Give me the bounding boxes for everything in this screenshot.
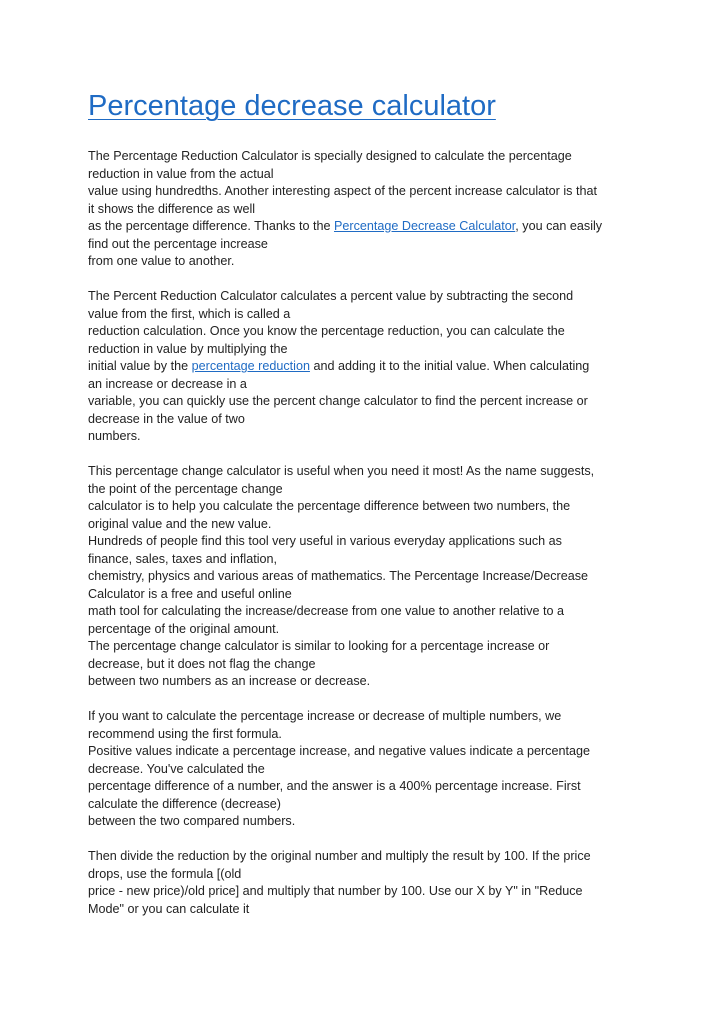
- text-line: Calculator is a free and useful online: [88, 586, 292, 601]
- text-line: from one value to another.: [88, 254, 235, 268]
- text-line: numbers.: [88, 429, 141, 443]
- text-line: between two numbers as an increase or decrease.: [88, 674, 371, 688]
- text-line: it shows the difference as well: [88, 201, 256, 216]
- page-title: Percentage decrease calculator: [88, 90, 496, 122]
- text-line: calculate the difference (decrease): [88, 796, 281, 811]
- text-fragment: as the percentage difference. Thanks to the: [88, 219, 334, 233]
- document-page: [88, 86, 648, 936]
- text-line: reduction calculation. Once you know the percentage reduction, you can calculate the: [88, 324, 565, 338]
- text-line: decrease. You've calculated the: [88, 761, 265, 776]
- text-line: drops, use the formula [(old: [88, 866, 242, 881]
- text-line: between the two compared numbers.: [88, 814, 296, 828]
- text-line: Hundreds of people find this tool very useful in various everyday applications such as: [88, 534, 562, 548]
- text-line: [88, 218, 648, 236]
- text-line: finance, sales, taxes and inflation,: [88, 551, 278, 566]
- text-line: Mode" or you can calculate it: [88, 901, 250, 916]
- text-line: reduction in value by multiplying the: [88, 341, 288, 356]
- paragraph-3: [88, 463, 648, 691]
- text-line: value from the first, which is called a: [88, 306, 291, 321]
- text-line: The percentage change calculator is similar to looking for a percentage increase or: [88, 639, 550, 653]
- text-line: Then divide the reduction by the original number and multiply the result by 100. If the price: [88, 849, 591, 863]
- paragraph-5: [88, 848, 648, 918]
- text-line: Positive values indicate a percentage increase, and negative values indicate a percentage: [88, 744, 590, 758]
- text-line: reduction in value from the actual: [88, 166, 274, 181]
- text-line: The Percent Reduction Calculator calculates a percent value by subtracting the second: [88, 289, 574, 303]
- text-line: value using hundredths. Another interesting aspect of the percent increase calculator is that: [88, 184, 597, 198]
- text-line: calculator is to help you calculate the percentage difference between two numbers, the: [88, 499, 571, 513]
- text-fragment: , you can easily: [515, 219, 603, 233]
- text-line: price - new price)/old price] and multiply that number by 100. Use our X by Y" in "Reduce: [88, 884, 583, 898]
- text-line: decrease in the value of two: [88, 411, 245, 426]
- text-line: original value and the new value.: [88, 516, 272, 531]
- paragraph-1: [88, 148, 648, 271]
- text-fragment: initial value by the: [88, 359, 192, 373]
- text-fragment: and adding it to the initial value. When calculating: [309, 359, 590, 373]
- text-line: the point of the percentage change: [88, 481, 283, 496]
- text-line: an increase or decrease in a: [88, 376, 247, 391]
- percentage-reduction-link[interactable]: percentage reduction: [191, 359, 310, 373]
- text-line: math tool for calculating the increase/decrease from one value to another relative to a: [88, 604, 565, 618]
- text-line: [88, 358, 648, 376]
- text-line: percentage of the original amount.: [88, 621, 280, 636]
- text-line: chemistry, physics and various areas of mathematics. The Percentage Increase/Decrease: [88, 569, 589, 583]
- text-line: This percentage change calculator is useful when you need it most! As the name suggests,: [88, 464, 595, 478]
- paragraph-4: [88, 708, 648, 831]
- text-line: The Percentage Reduction Calculator is specially designed to calculate the percentage: [88, 149, 572, 163]
- text-line: percentage difference of a number, and the answer is a 400% percentage increase. First: [88, 779, 581, 793]
- text-line: decrease, but it does not flag the change: [88, 656, 316, 671]
- percentage-decrease-calculator-link[interactable]: Percentage Decrease Calculator: [333, 219, 516, 233]
- paragraph-2: [88, 288, 648, 446]
- document-body: [88, 148, 648, 918]
- text-line: variable, you can quickly use the percent change calculator to find the percent increase or: [88, 394, 588, 408]
- text-line: find out the percentage increase: [88, 236, 268, 251]
- text-line: recommend using the first formula.: [88, 726, 282, 741]
- text-line: If you want to calculate the percentage increase or decrease of multiple numbers, we: [88, 709, 562, 723]
